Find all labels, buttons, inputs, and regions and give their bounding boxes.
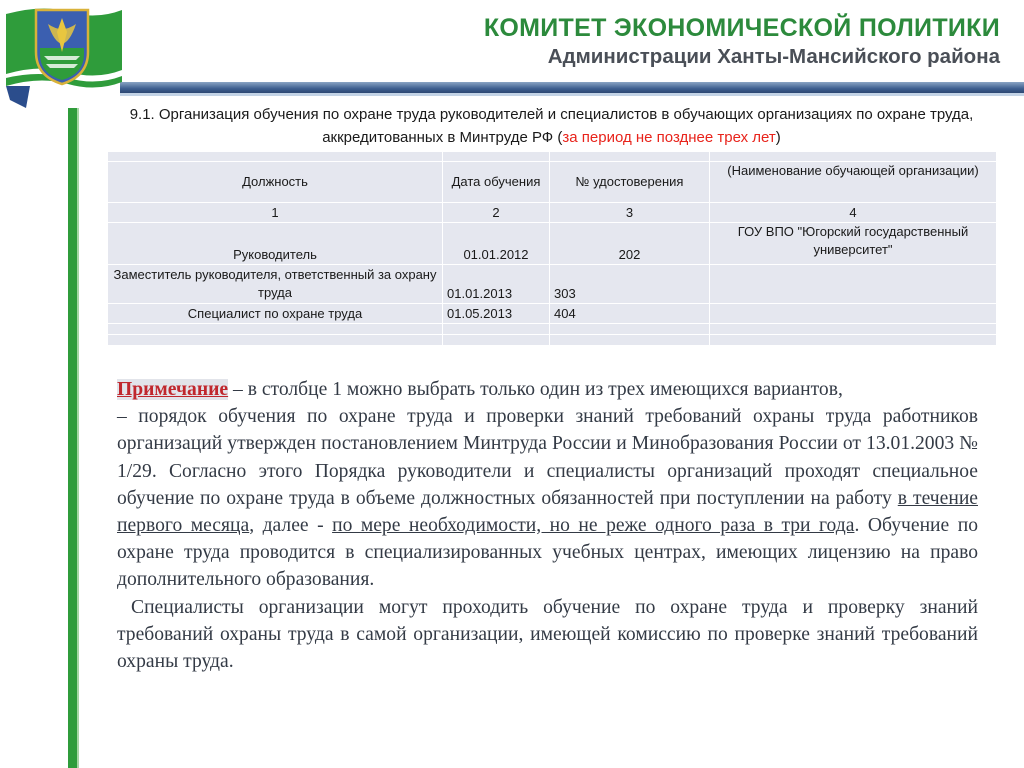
cell-certificate: 404 — [550, 304, 710, 324]
note-section — [117, 376, 978, 675]
left-accent-bar — [68, 108, 77, 768]
table-number-row — [108, 203, 997, 223]
cell-date: 01.01.2012 — [443, 223, 550, 265]
column-number: 1 — [108, 203, 443, 223]
cell-position: Руководитель — [108, 223, 443, 265]
column-header-certificate: № удостоверения — [550, 162, 710, 203]
note-underlined-frequency: по мере необходимости, но не реже одного раза в три года — [332, 515, 855, 537]
table-caption — [107, 99, 996, 151]
note-text-b: , далее - — [249, 515, 333, 537]
table-blank-row — [108, 324, 997, 335]
cell-position: Заместитель руководителя, ответственный за охрану труда — [108, 265, 443, 304]
note-paragraph-1 — [117, 376, 978, 403]
table-row — [108, 265, 997, 304]
table-blank-row — [108, 335, 997, 346]
note-text-c: . Обучение по охране труда проводится в специализированных учебных центрах, имеющих лицензию на право дополнительного образования. — [117, 515, 978, 591]
note-line-1: – в столбце 1 можно выбрать только один из трех имеющихся вариантов, — [228, 379, 843, 400]
training-table-block — [107, 99, 996, 346]
table-caption-main: 9.1. Организация обучения по охране труда руководителей и специалистов в обучающих организациях по охране труда, аккредитованных в Минтруде РФ ( — [129, 106, 974, 146]
committee-title: КОМИТЕТ ЭКОНОМИЧЕСКОЙ ПОЛИТИКИ — [483, 14, 1000, 42]
note-paragraph-3: Специалисты организации могут проходить обучение по охране труда и проверку знаний требований охраны труда в самой организации, имеющей комиссию по проверке знаний требований охраны труда. — [117, 596, 978, 673]
column-header-position: Должность — [108, 162, 443, 203]
column-number: 3 — [550, 203, 710, 223]
administration-subtitle: Администрации Ханты-Мансийского района — [547, 45, 1000, 68]
table-header-row — [108, 162, 997, 203]
header-divider-light — [120, 93, 1024, 96]
table-caption-period: за период не позднее трех лет — [562, 129, 776, 146]
cell-certificate: 303 — [550, 265, 710, 304]
cell-position: Специалист по охране труда — [108, 304, 443, 324]
cell-date: 01.01.2013 — [443, 265, 550, 304]
note-underlined-first-month: в течение первого месяца — [117, 487, 978, 537]
left-accent-bar-light — [77, 108, 79, 768]
note-paragraph-2 — [117, 403, 978, 593]
note-text-a: – порядок обучения по охране труда и проверки знаний требований охраны труда работников организаций утвержден постановлением Минтруда России и Минобразования России от 13.01.2003 № 1/29. Согласно этого Порядка руководители и специалисты организаций проходят специальное обучение по охране труда в объеме должностных обязанностей при поступлении на работу — [117, 406, 978, 509]
column-header-date: Дата обучения — [443, 162, 550, 203]
note-label: Примечание — [117, 379, 229, 400]
training-table — [107, 151, 997, 346]
table-row — [108, 223, 997, 265]
column-number: 2 — [443, 203, 550, 223]
slide-header — [0, 0, 1024, 110]
cell-certificate: 202 — [550, 223, 710, 265]
cell-organization: ГОУ ВПО "Югорский государственный университет" — [710, 223, 997, 265]
cell-organization — [710, 265, 997, 304]
table-row — [108, 304, 997, 324]
table-spacer-row — [108, 152, 997, 162]
coat-of-arms-logo — [4, 4, 124, 110]
column-number: 4 — [710, 203, 997, 223]
column-header-organization: (Наименование обучающей организации) — [710, 162, 997, 203]
cell-date: 01.05.2013 — [443, 304, 550, 324]
table-caption-end: ) — [775, 129, 781, 146]
cell-organization — [710, 304, 997, 324]
header-divider — [120, 82, 1024, 93]
